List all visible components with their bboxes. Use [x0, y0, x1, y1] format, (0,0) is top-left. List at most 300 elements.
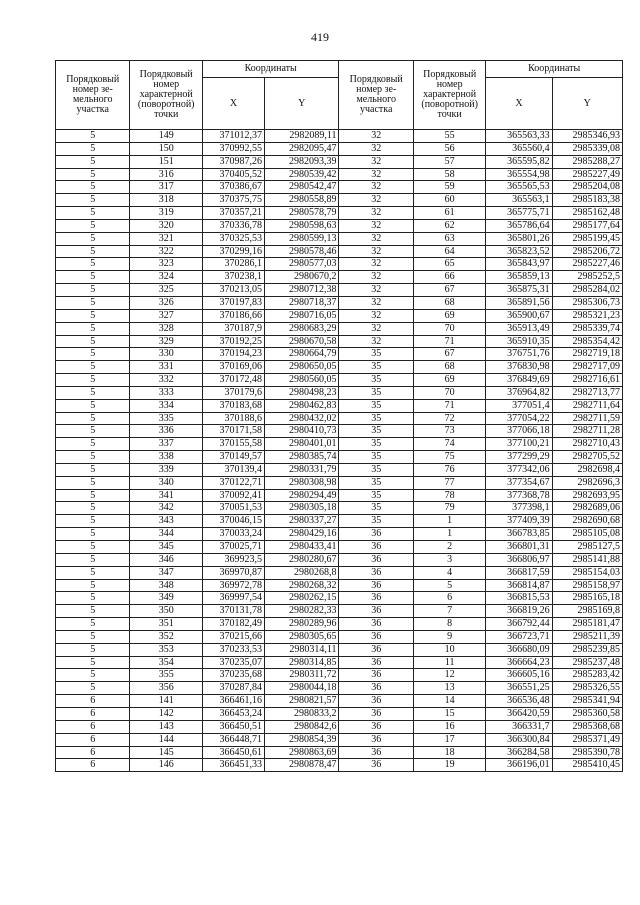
cell-y-right: 2985288,27 [552, 155, 622, 168]
cell-x-right: 377342,06 [486, 463, 552, 476]
cell-plot-right: 35 [339, 515, 413, 528]
cell-x-left: 370122,71 [202, 476, 264, 489]
cell-point-right: 62 [413, 219, 485, 232]
cell-plot-right: 32 [339, 194, 413, 207]
cell-point-left: 329 [130, 335, 202, 348]
cell-x-right: 366664,23 [486, 656, 552, 669]
cell-point-left: 330 [130, 348, 202, 361]
cell-x-right: 366801,31 [486, 541, 552, 554]
cell-plot-left: 5 [56, 322, 130, 335]
cell-plot-right: 36 [339, 759, 413, 772]
cell-plot-right: 36 [339, 707, 413, 720]
cell-plot-left: 5 [56, 605, 130, 618]
cell-y-left: 2980498,23 [264, 386, 339, 399]
cell-plot-right: 36 [339, 566, 413, 579]
cell-x-left: 370405,52 [202, 168, 264, 181]
cell-x-right: 365775,71 [486, 207, 552, 220]
cell-y-right: 2985252,5 [552, 271, 622, 284]
cell-point-right: 11 [413, 656, 485, 669]
cell-x-right: 366723,71 [486, 630, 552, 643]
cell-plot-right: 35 [339, 348, 413, 361]
cell-x-right: 366815,53 [486, 592, 552, 605]
cell-point-left: 334 [130, 399, 202, 412]
cell-point-right: 59 [413, 181, 485, 194]
cell-x-right: 366420,59 [486, 707, 552, 720]
coordinates-table [55, 60, 623, 772]
cell-y-right: 2985360,58 [552, 707, 622, 720]
cell-x-right: 377354,67 [486, 476, 552, 489]
cell-y-right: 2985326,55 [552, 682, 622, 695]
cell-x-left: 370025,71 [202, 541, 264, 554]
cell-point-right: 68 [413, 361, 485, 374]
table-row [56, 579, 623, 592]
table-row [56, 245, 623, 258]
cell-plot-left: 5 [56, 553, 130, 566]
cell-point-right: 64 [413, 245, 485, 258]
cell-y-right: 2985181,47 [552, 618, 622, 631]
cell-plot-right: 36 [339, 528, 413, 541]
cell-y-right: 2985105,08 [552, 528, 622, 541]
cell-x-right: 365801,26 [486, 232, 552, 245]
cell-plot-right: 32 [339, 296, 413, 309]
cell-y-left: 2980401,01 [264, 438, 339, 451]
cell-point-right: 67 [413, 348, 485, 361]
cell-y-left: 2980462,83 [264, 399, 339, 412]
table-row [56, 168, 623, 181]
cell-y-left: 2982093,39 [264, 155, 339, 168]
cell-y-right: 2985346,93 [552, 130, 622, 143]
cell-y-left: 2980280,67 [264, 553, 339, 566]
cell-x-left: 370182,49 [202, 618, 264, 631]
cell-plot-left: 5 [56, 425, 130, 438]
cell-y-left: 2980542,47 [264, 181, 339, 194]
cell-x-right: 366806,97 [486, 553, 552, 566]
cell-point-right: 56 [413, 142, 485, 155]
cell-plot-right: 32 [339, 168, 413, 181]
cell-y-right: 2985237,48 [552, 656, 622, 669]
cell-x-right: 377051,4 [486, 399, 552, 412]
cell-plot-left: 5 [56, 348, 130, 361]
cell-point-left: 350 [130, 605, 202, 618]
cell-point-left: 337 [130, 438, 202, 451]
cell-x-right: 366783,85 [486, 528, 552, 541]
cell-y-left: 2980878,47 [264, 759, 339, 772]
cell-plot-left: 5 [56, 245, 130, 258]
cell-x-left: 370186,66 [202, 309, 264, 322]
cell-y-right: 2985158,97 [552, 579, 622, 592]
cell-point-left: 150 [130, 142, 202, 155]
table-row [56, 425, 623, 438]
cell-point-right: 5 [413, 579, 485, 592]
cell-x-left: 370233,53 [202, 643, 264, 656]
cell-y-right: 2985339,74 [552, 322, 622, 335]
cell-x-right: 366605,16 [486, 669, 552, 682]
cell-x-right: 366300,84 [486, 733, 552, 746]
cell-x-left: 370336,78 [202, 219, 264, 232]
cell-point-right: 17 [413, 733, 485, 746]
cell-plot-right: 35 [339, 451, 413, 464]
cell-y-left: 2980599,13 [264, 232, 339, 245]
cell-y-left: 2980314,11 [264, 643, 339, 656]
page-number: 419 [311, 30, 329, 44]
cell-y-left: 2980577,03 [264, 258, 339, 271]
cell-x-left: 370171,58 [202, 425, 264, 438]
cell-point-left: 340 [130, 476, 202, 489]
cell-x-right: 377100,21 [486, 438, 552, 451]
cell-plot-left: 5 [56, 541, 130, 554]
cell-point-left: 144 [130, 733, 202, 746]
cell-point-left: 145 [130, 746, 202, 759]
cell-x-left: 370188,6 [202, 412, 264, 425]
cell-plot-right: 32 [339, 322, 413, 335]
cell-point-left: 322 [130, 245, 202, 258]
cell-point-left: 343 [130, 515, 202, 528]
table-row [56, 707, 623, 720]
cell-y-left: 2980558,89 [264, 194, 339, 207]
cell-plot-right: 32 [339, 232, 413, 245]
cell-point-right: 8 [413, 618, 485, 631]
cell-plot-right: 35 [339, 399, 413, 412]
cell-plot-left: 5 [56, 168, 130, 181]
table-row [56, 515, 623, 528]
cell-y-right: 2985165,18 [552, 592, 622, 605]
cell-point-left: 146 [130, 759, 202, 772]
cell-y-left: 2980712,38 [264, 284, 339, 297]
cell-x-right: 377398,1 [486, 502, 552, 515]
cell-plot-left: 5 [56, 656, 130, 669]
cell-plot-right: 36 [339, 630, 413, 643]
cell-y-right: 2982693,95 [552, 489, 622, 502]
cell-x-left: 370172,48 [202, 374, 264, 387]
cell-plot-right: 32 [339, 219, 413, 232]
cell-y-right: 2985169,8 [552, 605, 622, 618]
cell-plot-right: 32 [339, 309, 413, 322]
cell-point-left: 331 [130, 361, 202, 374]
table-row [56, 489, 623, 502]
cell-plot-left: 5 [56, 232, 130, 245]
cell-x-right: 365563,1 [486, 194, 552, 207]
cell-y-right: 2985371,49 [552, 733, 622, 746]
cell-y-left: 2980833,2 [264, 707, 339, 720]
cell-point-right: 58 [413, 168, 485, 181]
cell-point-left: 344 [130, 528, 202, 541]
cell-y-right: 2982713,77 [552, 386, 622, 399]
cell-plot-right: 35 [339, 412, 413, 425]
cell-x-right: 365823,52 [486, 245, 552, 258]
cell-plot-left: 5 [56, 399, 130, 412]
cell-y-left: 2980539,42 [264, 168, 339, 181]
cell-y-left: 2980664,79 [264, 348, 339, 361]
cell-y-left: 2980429,16 [264, 528, 339, 541]
cell-x-left: 370051,53 [202, 502, 264, 515]
cell-y-right: 2982719,18 [552, 348, 622, 361]
cell-point-left: 345 [130, 541, 202, 554]
cell-plot-right: 35 [339, 386, 413, 399]
cell-x-left: 366450,61 [202, 746, 264, 759]
table-row [56, 412, 623, 425]
table-row [56, 374, 623, 387]
cell-point-left: 347 [130, 566, 202, 579]
cell-x-left: 366461,16 [202, 695, 264, 708]
cell-y-left: 2980282,33 [264, 605, 339, 618]
table-row [56, 271, 623, 284]
cell-y-left: 2980311,72 [264, 669, 339, 682]
header-y-left: Y [264, 78, 339, 130]
cell-plot-right: 36 [339, 720, 413, 733]
cell-x-right: 365554,98 [486, 168, 552, 181]
cell-y-left: 2980337,27 [264, 515, 339, 528]
cell-y-right: 2982698,4 [552, 463, 622, 476]
cell-plot-left: 5 [56, 284, 130, 297]
cell-point-right: 77 [413, 476, 485, 489]
table-row [56, 335, 623, 348]
cell-y-left: 2982089,11 [264, 130, 339, 143]
cell-y-left: 2980716,05 [264, 309, 339, 322]
cell-x-left: 370131,78 [202, 605, 264, 618]
table-row [56, 746, 623, 759]
cell-y-left: 2980578,79 [264, 207, 339, 220]
cell-plot-right: 36 [339, 541, 413, 554]
cell-x-left: 369970,87 [202, 566, 264, 579]
cell-y-left: 2980432,02 [264, 412, 339, 425]
cell-plot-left: 5 [56, 630, 130, 643]
cell-y-right: 2985284,02 [552, 284, 622, 297]
cell-plot-left: 5 [56, 643, 130, 656]
cell-x-left: 370987,26 [202, 155, 264, 168]
cell-plot-right: 35 [339, 425, 413, 438]
cell-point-right: 75 [413, 451, 485, 464]
cell-y-left: 2980433,41 [264, 541, 339, 554]
cell-x-left: 370183,68 [202, 399, 264, 412]
table-row [56, 142, 623, 155]
cell-y-right: 2982711,59 [552, 412, 622, 425]
cell-x-left: 370197,83 [202, 296, 264, 309]
cell-plot-right: 32 [339, 130, 413, 143]
cell-x-left: 370215,66 [202, 630, 264, 643]
cell-plot-left: 5 [56, 271, 130, 284]
cell-x-right: 365913,49 [486, 322, 552, 335]
cell-point-left: 354 [130, 656, 202, 669]
cell-point-right: 69 [413, 374, 485, 387]
cell-y-right: 2985239,85 [552, 643, 622, 656]
table-row [56, 566, 623, 579]
cell-point-left: 335 [130, 412, 202, 425]
cell-plot-left: 6 [56, 746, 130, 759]
cell-x-right: 376751,76 [486, 348, 552, 361]
cell-point-left: 324 [130, 271, 202, 284]
cell-y-left: 2982095,47 [264, 142, 339, 155]
cell-x-right: 377368,78 [486, 489, 552, 502]
table-body [56, 130, 623, 772]
table-row [56, 155, 623, 168]
table-row [56, 643, 623, 656]
table-row [56, 219, 623, 232]
cell-point-right: 3 [413, 553, 485, 566]
cell-point-left: 327 [130, 309, 202, 322]
cell-y-right: 2985341,94 [552, 695, 622, 708]
cell-point-left: 143 [130, 720, 202, 733]
cell-plot-left: 5 [56, 219, 130, 232]
cell-point-right: 6 [413, 592, 485, 605]
cell-y-right: 2982711,28 [552, 425, 622, 438]
header-point-order-left: Порядковый номер характерной (поворотной) точки [130, 61, 202, 130]
table-row [56, 476, 623, 489]
cell-y-left: 2980560,05 [264, 374, 339, 387]
table-row [56, 502, 623, 515]
cell-point-right: 1 [413, 515, 485, 528]
cell-plot-right: 36 [339, 682, 413, 695]
cell-x-left: 370155,58 [202, 438, 264, 451]
cell-plot-left: 5 [56, 335, 130, 348]
cell-point-left: 346 [130, 553, 202, 566]
cell-point-right: 69 [413, 309, 485, 322]
cell-plot-right: 36 [339, 579, 413, 592]
cell-point-right: 18 [413, 746, 485, 759]
cell-point-right: 65 [413, 258, 485, 271]
cell-point-left: 328 [130, 322, 202, 335]
cell-point-right: 73 [413, 425, 485, 438]
cell-y-right: 2985354,42 [552, 335, 622, 348]
cell-point-right: 7 [413, 605, 485, 618]
cell-y-right: 2985177,64 [552, 219, 622, 232]
cell-plot-right: 36 [339, 618, 413, 631]
cell-point-right: 79 [413, 502, 485, 515]
table-row [56, 759, 623, 772]
cell-y-left: 2980821,57 [264, 695, 339, 708]
cell-plot-left: 5 [56, 515, 130, 528]
cell-plot-right: 32 [339, 335, 413, 348]
cell-plot-left: 5 [56, 361, 130, 374]
cell-plot-right: 32 [339, 258, 413, 271]
table-row [56, 695, 623, 708]
cell-x-left: 370192,25 [202, 335, 264, 348]
cell-point-right: 71 [413, 335, 485, 348]
cell-plot-left: 6 [56, 759, 130, 772]
cell-y-right: 2985410,45 [552, 759, 622, 772]
cell-point-left: 338 [130, 451, 202, 464]
cell-y-left: 2980308,98 [264, 476, 339, 489]
cell-point-right: 61 [413, 207, 485, 220]
cell-point-right: 78 [413, 489, 485, 502]
cell-y-right: 2985154,03 [552, 566, 622, 579]
cell-point-right: 19 [413, 759, 485, 772]
cell-x-left: 370357,21 [202, 207, 264, 220]
header-y-right: Y [552, 78, 622, 130]
cell-x-left: 370992,55 [202, 142, 264, 155]
cell-x-right: 365859,13 [486, 271, 552, 284]
cell-x-right: 366196,01 [486, 759, 552, 772]
cell-plot-left: 5 [56, 207, 130, 220]
cell-plot-right: 36 [339, 605, 413, 618]
cell-x-right: 365875,31 [486, 284, 552, 297]
cell-point-right: 1 [413, 528, 485, 541]
cell-plot-right: 35 [339, 476, 413, 489]
cell-plot-left: 5 [56, 296, 130, 309]
cell-x-left: 366450,51 [202, 720, 264, 733]
cell-point-right: 68 [413, 296, 485, 309]
cell-point-left: 316 [130, 168, 202, 181]
cell-plot-left: 5 [56, 438, 130, 451]
cell-plot-left: 5 [56, 386, 130, 399]
cell-point-right: 12 [413, 669, 485, 682]
cell-y-right: 2982690,68 [552, 515, 622, 528]
cell-point-left: 342 [130, 502, 202, 515]
table-row [56, 618, 623, 631]
cell-point-right: 74 [413, 438, 485, 451]
cell-x-right: 365786,64 [486, 219, 552, 232]
cell-point-left: 149 [130, 130, 202, 143]
header-coordinates-left: Координаты [202, 61, 339, 78]
cell-y-right: 2985368,68 [552, 720, 622, 733]
cell-y-right: 2982711,64 [552, 399, 622, 412]
cell-plot-right: 32 [339, 155, 413, 168]
cell-x-right: 376830,98 [486, 361, 552, 374]
cell-point-right: 63 [413, 232, 485, 245]
cell-x-left: 370213,05 [202, 284, 264, 297]
cell-point-left: 355 [130, 669, 202, 682]
table-row [56, 399, 623, 412]
cell-point-right: 10 [413, 643, 485, 656]
table-row [56, 656, 623, 669]
cell-plot-right: 35 [339, 374, 413, 387]
cell-plot-right: 36 [339, 746, 413, 759]
cell-plot-left: 5 [56, 566, 130, 579]
table-row [56, 322, 623, 335]
cell-y-right: 2985141,88 [552, 553, 622, 566]
table-row [56, 451, 623, 464]
table-row [56, 720, 623, 733]
cell-plot-left: 5 [56, 309, 130, 322]
cell-plot-right: 35 [339, 438, 413, 451]
cell-plot-right: 32 [339, 207, 413, 220]
cell-x-left: 370149,57 [202, 451, 264, 464]
cell-point-left: 352 [130, 630, 202, 643]
cell-point-right: 2 [413, 541, 485, 554]
header-plot-order-right: Порядковый номер зе-мельного участка [339, 61, 413, 130]
cell-x-left: 370238,1 [202, 271, 264, 284]
cell-point-left: 141 [130, 695, 202, 708]
cell-plot-left: 6 [56, 720, 130, 733]
cell-y-left: 2980044,18 [264, 682, 339, 695]
cell-plot-left: 5 [56, 374, 130, 387]
cell-point-right: 70 [413, 386, 485, 399]
cell-point-left: 326 [130, 296, 202, 309]
cell-plot-left: 5 [56, 489, 130, 502]
cell-plot-left: 5 [56, 258, 130, 271]
cell-point-right: 14 [413, 695, 485, 708]
cell-y-right: 2982689,06 [552, 502, 622, 515]
cell-y-right: 2985339,08 [552, 142, 622, 155]
cell-plot-left: 5 [56, 682, 130, 695]
cell-y-left: 2980314,85 [264, 656, 339, 669]
cell-point-left: 339 [130, 463, 202, 476]
cell-x-left: 366453,24 [202, 707, 264, 720]
table-row [56, 284, 623, 297]
cell-plot-left: 5 [56, 412, 130, 425]
cell-x-right: 377054,22 [486, 412, 552, 425]
table-row [56, 553, 623, 566]
cell-point-left: 349 [130, 592, 202, 605]
cell-point-right: 15 [413, 707, 485, 720]
cell-point-right: 13 [413, 682, 485, 695]
cell-y-right: 2985183,38 [552, 194, 622, 207]
cell-x-right: 366814,87 [486, 579, 552, 592]
table-row [56, 348, 623, 361]
cell-y-left: 2980305,65 [264, 630, 339, 643]
cell-plot-right: 32 [339, 181, 413, 194]
cell-plot-right: 36 [339, 669, 413, 682]
cell-y-right: 2982710,43 [552, 438, 622, 451]
